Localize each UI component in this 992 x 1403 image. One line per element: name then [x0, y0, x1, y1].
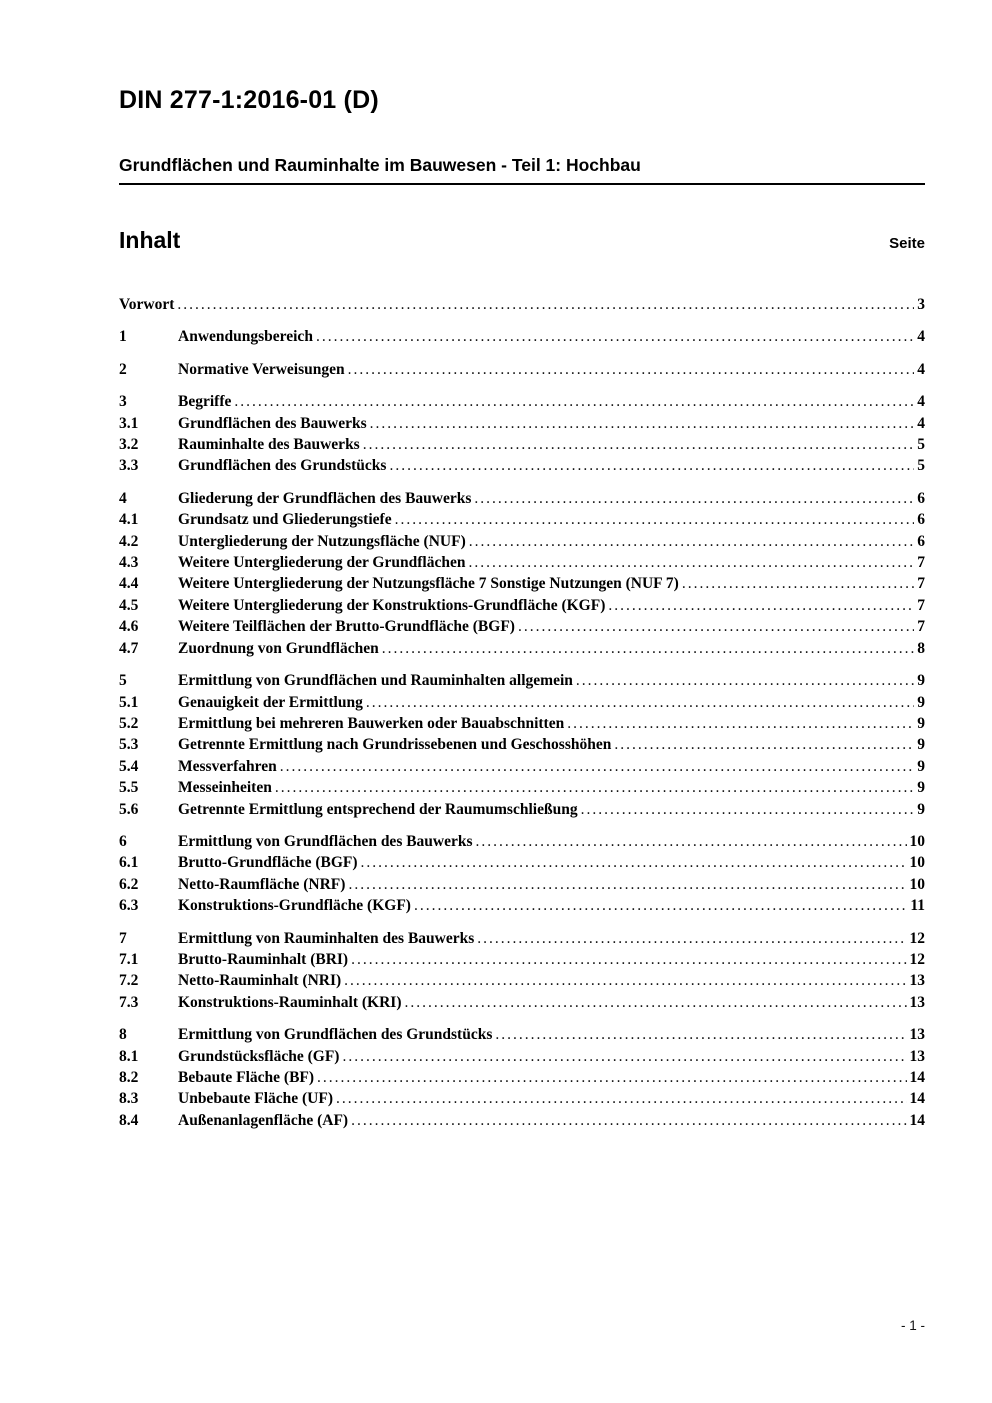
toc-entry-label: Weitere Untergliederung der Nutzungsfläche 7 Sonstige Nutzungen (NUF 7)	[178, 575, 679, 593]
toc-entry-number: 4.3	[119, 554, 139, 572]
toc-dot-leader	[370, 413, 915, 434]
toc-entry-page: 9	[917, 800, 925, 818]
toc-entry-page: 7	[917, 554, 925, 572]
toc-dot-leader	[361, 852, 907, 873]
toc-entry-page: 13	[909, 1026, 925, 1044]
toc-entry-label: Ermittlung von Rauminhalten des Bauwerks	[178, 929, 475, 947]
toc-group	[119, 488, 925, 659]
toc-entry-label: Anwendungsbereich	[178, 328, 313, 346]
toc-entry-page: 10	[909, 875, 925, 893]
toc-dot-leader	[414, 895, 907, 916]
toc-entry-page: 10	[909, 832, 925, 850]
toc-dot-leader	[405, 992, 907, 1013]
page-number-footer: - 1 -	[900, 1318, 925, 1333]
toc-entry-label: Begriffe	[178, 393, 232, 411]
toc-entry-label: Grundstücksfläche (GF)	[178, 1047, 340, 1065]
toc-dot-leader	[348, 874, 906, 895]
toc-entry-page: 11	[910, 897, 925, 915]
toc-entry-number: 3.1	[119, 414, 139, 432]
toc-entry-page: 9	[917, 736, 925, 754]
toc-entry-number: 7.3	[119, 993, 139, 1011]
toc-entry	[119, 777, 925, 798]
toc-entry-number: 4	[119, 489, 127, 507]
toc-entry-label: Außenanlagenfläche (AF)	[178, 1111, 349, 1129]
toc-entry	[119, 799, 925, 820]
toc-entry-page: 9	[917, 672, 925, 690]
toc-header	[119, 227, 925, 254]
toc-dot-leader	[336, 1088, 907, 1109]
toc-entry-page: 6	[917, 489, 925, 507]
toc-entry-number: 8	[119, 1026, 127, 1044]
toc-group	[119, 391, 925, 477]
toc-entry	[119, 326, 925, 347]
toc-entry-page: 6	[917, 532, 925, 550]
toc-entry-number: 4.5	[119, 596, 139, 614]
table-of-contents	[119, 294, 925, 1131]
toc-dot-leader	[474, 488, 914, 509]
toc-entry-page: 9	[917, 779, 925, 797]
toc-entry	[119, 359, 925, 380]
toc-entry-page: 6	[917, 511, 925, 529]
toc-entry-label: Weitere Untergliederung der Konstruktions-Grundfläche (KGF)	[178, 596, 606, 614]
toc-entry-label: Weitere Teilflächen der Brutto-Grundfläche (BGF)	[178, 618, 515, 636]
toc-dot-leader	[177, 294, 914, 315]
toc-entry-page: 13	[909, 993, 925, 1011]
toc-entry-label: Messeinheiten	[178, 779, 272, 797]
toc-entry-page: 9	[917, 714, 925, 732]
toc-dot-leader	[366, 692, 914, 713]
toc-dot-leader	[495, 1024, 906, 1045]
toc-entry-label: Unbebaute Fläche (UF)	[178, 1090, 333, 1108]
toc-entry-number: 8.1	[119, 1047, 139, 1065]
toc-entry-page: 7	[917, 596, 925, 614]
toc-dot-leader	[469, 531, 915, 552]
toc-page-column-label: Seite	[889, 235, 925, 252]
toc-group	[119, 1024, 925, 1131]
toc-dot-leader	[348, 359, 915, 380]
toc-entry	[119, 573, 925, 594]
toc-entry	[119, 928, 925, 949]
toc-entry-page: 9	[917, 693, 925, 711]
toc-entry-label: Getrennte Ermittlung entsprechend der Raumumschließung	[178, 800, 578, 818]
toc-group	[119, 326, 925, 347]
toc-entry-number: 1	[119, 328, 127, 346]
toc-heading: Inhalt	[119, 227, 181, 253]
toc-dot-leader	[614, 734, 914, 755]
toc-entry-number: 5	[119, 672, 127, 690]
toc-entry	[119, 670, 925, 691]
toc-entry-number: 3.3	[119, 457, 139, 475]
toc-entry-label: Grundflächen des Grundstücks	[178, 457, 387, 475]
toc-entry-label: Ermittlung von Grundflächen und Rauminhalten allgemein	[178, 672, 573, 690]
toc-entry	[119, 413, 925, 434]
toc-entry	[119, 1110, 925, 1131]
toc-entry-number: 8.3	[119, 1090, 139, 1108]
toc-entry-number: 7.1	[119, 950, 139, 968]
toc-entry-page: 9	[917, 757, 925, 775]
toc-entry-page: 12	[909, 929, 925, 947]
toc-entry-label: Grundflächen des Bauwerks	[178, 414, 367, 432]
toc-entry	[119, 455, 925, 476]
toc-entry-number: 6.1	[119, 854, 139, 872]
toc-entry	[119, 831, 925, 852]
toc-entry-label: Ermittlung von Grundflächen des Grundstücks	[178, 1026, 493, 1044]
toc-entry	[119, 1024, 925, 1045]
toc-entry	[119, 874, 925, 895]
toc-entry-page: 4	[917, 393, 925, 411]
toc-entry	[119, 434, 925, 455]
toc-group	[119, 831, 925, 917]
toc-entry-number: 5.5	[119, 779, 139, 797]
toc-entry-number: 8.2	[119, 1069, 139, 1086]
toc-entry-number: 5.3	[119, 736, 139, 754]
toc-dot-leader	[682, 573, 914, 594]
toc-dot-leader	[316, 326, 914, 347]
toc-entry	[119, 595, 925, 616]
toc-dot-leader	[275, 777, 914, 798]
toc-entry	[119, 949, 925, 970]
toc-dot-leader	[395, 509, 915, 530]
toc-entry	[119, 1046, 925, 1067]
toc-entry-label: Zuordnung von Grundflächen	[178, 639, 379, 657]
toc-dot-leader	[581, 799, 915, 820]
toc-entry-page: 7	[917, 575, 925, 593]
toc-dot-leader	[518, 616, 914, 637]
toc-dot-leader	[234, 391, 914, 412]
toc-entry-number: 4.1	[119, 511, 139, 529]
toc-entry-number: 4.4	[119, 575, 139, 593]
toc-entry-label: Konstruktions-Rauminhalt (KRI)	[178, 993, 402, 1011]
toc-entry	[119, 531, 925, 552]
toc-dot-leader	[280, 756, 915, 777]
toc-entry	[119, 852, 925, 873]
toc-dot-leader	[567, 713, 914, 734]
toc-entry-number: 7.2	[119, 972, 139, 990]
toc-entry	[119, 638, 925, 659]
toc-dot-leader	[342, 1046, 906, 1067]
toc-entry-number: 3.2	[119, 436, 139, 454]
toc-entry-number: 7	[119, 929, 127, 947]
toc-dot-leader	[576, 670, 914, 691]
toc-group	[119, 359, 925, 380]
toc-dot-leader	[476, 831, 907, 852]
toc-entry-number: 5.1	[119, 693, 139, 711]
toc-entry-page: 12	[909, 950, 925, 968]
toc-entry-number: 8.4	[119, 1111, 139, 1129]
toc-entry	[119, 1067, 925, 1088]
toc-entry-number: 5.6	[119, 800, 139, 818]
toc-entry-number: 2	[119, 360, 127, 378]
toc-entry-label: Brutto-Rauminhalt (BRI)	[178, 950, 349, 968]
toc-entry	[119, 488, 925, 509]
toc-dot-leader	[382, 638, 915, 659]
toc-group	[119, 294, 925, 315]
toc-entry-page: 4	[917, 328, 925, 346]
toc-entry	[119, 895, 925, 916]
toc-entry-label: Genauigkeit der Ermittlung	[178, 693, 363, 711]
toc-entry-number: 4.7	[119, 639, 139, 657]
toc-entry-label: Bebaute Fläche (BF)	[178, 1069, 315, 1086]
toc-dot-leader	[351, 949, 906, 970]
toc-entry-page: 3	[917, 296, 925, 313]
toc-entry	[119, 692, 925, 713]
toc-entry-page: 4	[917, 360, 925, 378]
toc-entry-number: 3	[119, 393, 127, 411]
toc-entry-label: Rauminhalte des Bauwerks	[178, 436, 360, 454]
toc-dot-leader	[344, 970, 906, 991]
toc-entry	[119, 294, 925, 315]
toc-entry-page: 13	[909, 972, 925, 990]
toc-dot-leader	[608, 595, 914, 616]
toc-entry	[119, 552, 925, 573]
toc-entry-label: Vorwort	[119, 296, 175, 313]
toc-entry-label: Grundsatz und Gliederungstiefe	[178, 511, 392, 529]
toc-dot-leader	[468, 552, 914, 573]
toc-group	[119, 928, 925, 1014]
toc-entry-number: 5.4	[119, 757, 139, 775]
toc-entry	[119, 734, 925, 755]
toc-entry-number: 6	[119, 832, 127, 850]
toc-dot-leader	[351, 1110, 906, 1131]
toc-entry-number: 6.2	[119, 875, 139, 893]
toc-dot-leader	[317, 1067, 906, 1088]
toc-entry	[119, 713, 925, 734]
toc-entry-label: Normative Verweisungen	[178, 360, 345, 378]
toc-entry	[119, 992, 925, 1013]
toc-dot-leader	[389, 455, 914, 476]
toc-entry-label: Messverfahren	[178, 757, 277, 775]
toc-entry-page: 5	[917, 436, 925, 454]
toc-entry-label: Brutto-Grundfläche (BGF)	[178, 854, 358, 872]
toc-entry-page: 14	[909, 1090, 925, 1108]
toc-entry-label: Netto-Rauminhalt (NRI)	[178, 972, 342, 990]
toc-entry	[119, 1088, 925, 1109]
toc-entry-page: 8	[917, 639, 925, 657]
toc-entry-page: 4	[917, 414, 925, 432]
toc-entry-label: Untergliederung der Nutzungsfläche (NUF)	[178, 532, 466, 550]
toc-group	[119, 670, 925, 820]
toc-entry	[119, 616, 925, 637]
document-title: Grundflächen und Rauminhalte im Bauwesen - Teil 1: Hochbau	[119, 155, 925, 185]
toc-entry-label: Netto-Raumfläche (NRF)	[178, 875, 346, 893]
toc-entry-label: Getrennte Ermittlung nach Grundrissebenen und Geschosshöhen	[178, 736, 612, 754]
toc-entry-label: Konstruktions-Grundfläche (KGF)	[178, 897, 411, 915]
document-code: DIN 277-1:2016-01 (D)	[119, 86, 379, 114]
toc-entry-page: 14	[909, 1069, 925, 1086]
toc-entry-page: 13	[909, 1047, 925, 1065]
toc-entry-label: Ermittlung von Grundflächen des Bauwerks	[178, 832, 473, 850]
toc-entry-label: Weitere Untergliederung der Grundflächen	[178, 554, 466, 572]
toc-entry-number: 5.2	[119, 714, 139, 732]
toc-entry-number: 4.2	[119, 532, 139, 550]
toc-entry-page: 14	[909, 1111, 925, 1129]
toc-entry	[119, 970, 925, 991]
toc-dot-leader	[363, 434, 915, 455]
toc-entry	[119, 509, 925, 530]
toc-entry-number: 6.3	[119, 897, 139, 915]
toc-entry-page: 7	[917, 618, 925, 636]
toc-entry-label: Gliederung der Grundflächen des Bauwerks	[178, 489, 472, 507]
toc-entry-label: Ermittlung bei mehreren Bauwerken oder Bauabschnitten	[178, 714, 565, 732]
toc-entry	[119, 391, 925, 412]
toc-entry	[119, 756, 925, 777]
toc-entry-page: 10	[909, 854, 925, 872]
toc-entry-page: 5	[917, 457, 925, 475]
toc-entry-number: 4.6	[119, 618, 139, 636]
toc-dot-leader	[477, 928, 906, 949]
